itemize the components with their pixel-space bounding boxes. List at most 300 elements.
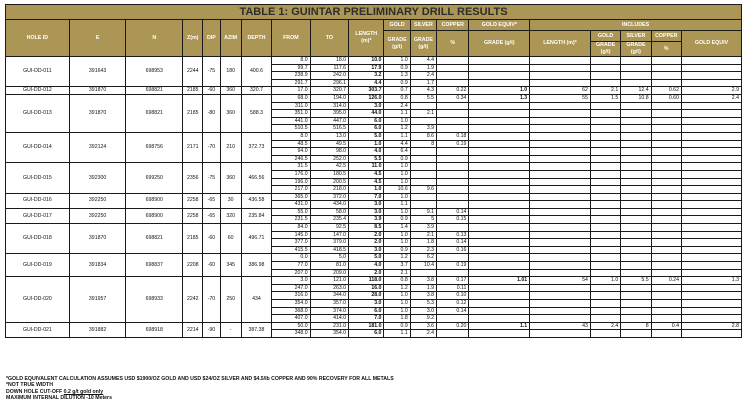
copper-pct-cell [437, 64, 469, 72]
inc-length-cell [530, 64, 591, 72]
to-cell: 516.5 [310, 125, 348, 133]
silver-grade-cell: 1.9 [410, 284, 436, 292]
easting-cell: 391870 [69, 94, 126, 132]
copper-pct-cell: 0.19 [437, 262, 469, 270]
inc-copper-cell [651, 186, 681, 194]
to-cell: 320.7 [310, 87, 348, 95]
silver-grade-cell: 1.9 [410, 64, 436, 72]
easting-cell: 391870 [69, 224, 126, 254]
inc-gold-equiv-cell [681, 284, 741, 292]
inc-copper-cell: 0.24 [651, 277, 681, 285]
inc-gold-equiv-cell [681, 254, 741, 262]
silver-grade-cell: 2.1 [410, 231, 436, 239]
inc-gold-equiv-cell [681, 193, 741, 201]
inc-gold-cell [590, 231, 620, 239]
copper-pct-cell: 0.12 [437, 300, 469, 308]
to-cell: 242.0 [310, 72, 348, 80]
gold-equiv-cell [469, 208, 530, 216]
inc-length-cell [530, 79, 591, 87]
col-gold-grade: GRADE (g/t) [384, 31, 410, 57]
from-cell: 68.0 [272, 94, 310, 102]
gold-equiv-cell [469, 110, 530, 118]
gold-grade-cell: 1.2 [384, 125, 410, 133]
to-cell: 92.5 [310, 224, 348, 232]
northing-cell: 698933 [126, 277, 183, 323]
to-cell: 13.0 [310, 132, 348, 140]
copper-pct-cell [437, 330, 469, 338]
inc-length-cell [530, 155, 591, 163]
silver-grade-cell [410, 148, 436, 156]
from-cell: 94.0 [272, 148, 310, 156]
table-row [6, 132, 742, 140]
to-cell: 235.4 [310, 216, 348, 224]
inc-gold-cell [590, 117, 620, 125]
silver-grade-cell [410, 155, 436, 163]
inc-gold-cell [590, 224, 620, 232]
copper-pct-cell: 0.14 [437, 239, 469, 247]
northing-cell: 698821 [126, 87, 183, 95]
inc-silver-cell [621, 132, 651, 140]
copper-pct-cell: 0.19 [437, 140, 469, 148]
inc-silver-cell [621, 224, 651, 232]
from-cell: 55.0 [272, 208, 310, 216]
inc-copper-cell [651, 208, 681, 216]
inc-gold-cell [590, 262, 620, 270]
silver-grade-cell: 3.0 [410, 307, 436, 315]
inc-gold-equiv-cell [681, 57, 741, 65]
inc-length-cell [530, 254, 591, 262]
inc-length-cell: 43 [530, 322, 591, 330]
azimuth-cell: 210 [220, 132, 241, 162]
to-cell: 296.1 [310, 79, 348, 87]
inc-copper-cell [651, 239, 681, 247]
silver-grade-cell: 3.6 [410, 322, 436, 330]
gold-grade-cell: 0.9 [384, 246, 410, 254]
silver-grade-cell: 3.8 [410, 277, 436, 285]
silver-grade-cell: 8.6 [410, 132, 436, 140]
col-inc-silver-grade: GRADE (g/t) [621, 42, 651, 57]
inc-silver-cell [621, 79, 651, 87]
inc-gold-cell [590, 110, 620, 118]
hole-id-cell: GUI-DD-012 [6, 87, 70, 95]
hole-id-cell: GUI-DD-020 [6, 277, 70, 323]
col-depth: DEPTH [241, 20, 271, 57]
copper-pct-cell [437, 110, 469, 118]
length-cell: 7.0 [349, 193, 384, 201]
table-row [6, 224, 742, 232]
inc-length-cell [530, 110, 591, 118]
inc-gold-cell [590, 254, 620, 262]
silver-grade-cell: 3.9 [410, 224, 436, 232]
to-cell: 218.0 [310, 186, 348, 194]
inc-silver-cell [621, 208, 651, 216]
hole-id-cell: GUI-DD-014 [6, 132, 70, 162]
inc-silver-cell [621, 57, 651, 65]
silver-grade-cell: 4.3 [410, 87, 436, 95]
gold-grade-cell: 0.9 [384, 155, 410, 163]
elevation-cell: 2258 [183, 208, 203, 223]
depth-cell: 235.84 [241, 208, 271, 223]
azimuth-cell: 360 [220, 163, 241, 193]
depth-cell: 436.58 [241, 193, 271, 208]
footnotes [6, 376, 741, 402]
inc-length-cell [530, 300, 591, 308]
inc-gold-equiv-cell [681, 125, 741, 133]
copper-pct-cell [437, 102, 469, 110]
gold-equiv-cell [469, 330, 530, 338]
from-cell: 31.5 [272, 163, 310, 171]
col-to: TO [310, 20, 348, 57]
dip-cell: -65 [203, 208, 220, 223]
inc-gold-equiv-cell [681, 170, 741, 178]
inc-silver-cell [621, 254, 651, 262]
inc-length-cell [530, 170, 591, 178]
length-cell: 6.0 [349, 117, 384, 125]
inc-length-cell [530, 132, 591, 140]
inc-silver-cell: 12.4 [621, 87, 651, 95]
inc-copper-cell [651, 163, 681, 171]
inc-gold-cell [590, 201, 620, 209]
inc-gold-cell [590, 284, 620, 292]
copper-pct-cell: 0.22 [437, 87, 469, 95]
northing-cell: 698900 [126, 208, 183, 223]
inc-gold-cell [590, 208, 620, 216]
table-row [6, 277, 742, 285]
col-gold-equiv: GOLD EQUIV* [469, 20, 530, 31]
gold-grade-cell: 1.1 [384, 201, 410, 209]
inc-gold-cell [590, 186, 620, 194]
dip-cell: -75 [203, 57, 220, 87]
from-cell: 316.0 [272, 292, 310, 300]
gold-equiv-cell [469, 231, 530, 239]
gold-equiv-cell [469, 216, 530, 224]
gold-equiv-cell [469, 72, 530, 80]
silver-grade-cell [410, 178, 436, 186]
inc-copper-cell [651, 254, 681, 262]
inc-length-cell [530, 216, 591, 224]
inc-silver-cell [621, 231, 651, 239]
to-cell: 194.0 [310, 94, 348, 102]
northing-cell: 698837 [126, 254, 183, 277]
inc-length-cell [530, 208, 591, 216]
inc-copper-cell [651, 292, 681, 300]
inc-copper-cell [651, 262, 681, 270]
inc-gold-equiv-cell [681, 239, 741, 247]
gold-equiv-cell [469, 201, 530, 209]
inc-gold-cell: 2.4 [590, 322, 620, 330]
dip-cell: -70 [203, 277, 220, 323]
depth-cell: 434 [241, 277, 271, 323]
from-cell: 196.0 [272, 178, 310, 186]
inc-copper-cell: 0.60 [651, 94, 681, 102]
azimuth-cell: 345 [220, 254, 241, 277]
inc-gold-equiv-cell: 2.4 [681, 94, 741, 102]
inc-silver-cell [621, 330, 651, 338]
from-cell: 3.0 [272, 277, 310, 285]
hole-id-cell: GUI-DD-011 [6, 57, 70, 87]
copper-pct-cell [437, 117, 469, 125]
from-cell: 207.0 [272, 269, 310, 277]
col-inc-gold: GOLD [590, 31, 620, 42]
inc-length-cell [530, 284, 591, 292]
dip-cell: -70 [203, 132, 220, 162]
length-cell: 3.0 [349, 300, 384, 308]
inc-length-cell [530, 140, 591, 148]
inc-gold-equiv-cell [681, 315, 741, 323]
gold-equiv-cell [469, 125, 530, 133]
inc-length-cell [530, 307, 591, 315]
gold-equiv-cell [469, 254, 530, 262]
inc-gold-cell [590, 102, 620, 110]
dip-cell: -90 [203, 322, 220, 337]
inc-copper-cell [651, 300, 681, 308]
dip-cell: -60 [203, 87, 220, 95]
inc-gold-equiv-cell: 1.3 [681, 277, 741, 285]
inc-length-cell [530, 201, 591, 209]
inc-gold-equiv-cell [681, 79, 741, 87]
length-cell: 10.0 [349, 57, 384, 65]
azimuth-cell: - [220, 322, 241, 337]
copper-pct-cell [437, 201, 469, 209]
gold-grade-cell: 0.9 [384, 322, 410, 330]
gold-grade-cell: 1.1 [384, 110, 410, 118]
inc-gold-equiv-cell: 2.9 [681, 87, 741, 95]
to-cell: 117.6 [310, 64, 348, 72]
from-cell: 48.5 [272, 140, 310, 148]
inc-gold-cell: 2.1 [590, 87, 620, 95]
note-max-dilution: MAXIMUM INTERNAL DILUTION -10 Meters [6, 395, 112, 402]
gold-grade-cell: 1.3 [384, 72, 410, 80]
copper-pct-cell [437, 193, 469, 201]
gold-equiv-cell [469, 186, 530, 194]
to-cell: 18.0 [310, 57, 348, 65]
silver-grade-cell: 2.1 [410, 110, 436, 118]
col-inc-length: LENGTH (m)* [530, 31, 591, 57]
inc-silver-cell: 8 [621, 322, 651, 330]
hole-id-cell: GUI-DD-015 [6, 163, 70, 193]
gold-grade-cell: 1.0 [384, 292, 410, 300]
silver-grade-cell [410, 269, 436, 277]
easting-cell: 391643 [69, 57, 126, 87]
gold-equiv-cell [469, 64, 530, 72]
copper-pct-cell: 0.34 [437, 94, 469, 102]
to-cell: 180.5 [310, 170, 348, 178]
length-cell: 2.0 [349, 231, 384, 239]
inc-length-cell [530, 178, 591, 186]
length-cell: 4.0 [349, 148, 384, 156]
silver-grade-cell: 8 [410, 140, 436, 148]
inc-length-cell [530, 148, 591, 156]
silver-grade-cell: 5.3 [410, 300, 436, 308]
to-cell: 314.0 [310, 102, 348, 110]
easting-cell: 392250 [69, 193, 126, 208]
inc-copper-cell [651, 102, 681, 110]
col-gold: GOLD [384, 20, 410, 31]
copper-pct-cell: 0.13 [437, 231, 469, 239]
inc-length-cell: 54 [530, 277, 591, 285]
length-cell: 1.0 [349, 186, 384, 194]
gold-grade-cell: 0.9 [384, 216, 410, 224]
elevation-cell: 2185 [183, 224, 203, 254]
length-cell: 303.7 [349, 87, 384, 95]
inc-length-cell [530, 239, 591, 247]
copper-pct-cell: 0.14 [437, 307, 469, 315]
elevation-cell: 2185 [183, 87, 203, 95]
to-cell: 418.5 [310, 246, 348, 254]
gold-grade-cell: 6.4 [384, 148, 410, 156]
hole-id-cell: GUI-DD-017 [6, 208, 70, 223]
silver-grade-cell: 9.6 [410, 186, 436, 194]
easting-cell: 391870 [69, 87, 126, 95]
copper-pct-cell: 0.11 [437, 284, 469, 292]
from-cell: 247.0 [272, 284, 310, 292]
gold-grade-cell: 1.0 [384, 300, 410, 308]
gold-grade-cell: 1.0 [384, 117, 410, 125]
inc-length-cell [530, 102, 591, 110]
to-cell: 372.0 [310, 193, 348, 201]
to-cell: 354.0 [310, 330, 348, 338]
gold-equiv-cell: 1.1 [469, 322, 530, 330]
copper-pct-cell [437, 125, 469, 133]
length-cell: 3.2 [349, 72, 384, 80]
silver-grade-cell: 5.5 [410, 94, 436, 102]
inc-silver-cell [621, 284, 651, 292]
hole-id-cell: GUI-DD-019 [6, 254, 70, 277]
dip-cell: -60 [203, 254, 220, 277]
from-cell: 246.5 [272, 155, 310, 163]
gold-equiv-cell [469, 300, 530, 308]
length-cell: 2.0 [349, 239, 384, 247]
inc-silver-cell [621, 216, 651, 224]
col-z: Z(m) [183, 20, 203, 57]
inc-gold-equiv-cell [681, 64, 741, 72]
inc-gold-equiv-cell [681, 132, 741, 140]
elevation-cell: 2171 [183, 132, 203, 162]
inc-copper-cell [651, 246, 681, 254]
silver-grade-cell [410, 193, 436, 201]
copper-pct-cell: 0.18 [437, 132, 469, 140]
inc-length-cell [530, 262, 591, 270]
from-cell: 217.0 [272, 186, 310, 194]
gold-grade-cell: 1.2 [384, 254, 410, 262]
length-cell: 181.0 [349, 322, 384, 330]
gold-grade-cell: 1.0 [384, 208, 410, 216]
table-row [6, 193, 742, 201]
from-cell: 231.5 [272, 216, 310, 224]
inc-gold-equiv-cell [681, 208, 741, 216]
inc-copper-cell [651, 330, 681, 338]
from-cell: 311.0 [272, 102, 310, 110]
to-cell: 231.0 [310, 322, 348, 330]
from-cell: 99.7 [272, 64, 310, 72]
silver-grade-cell: 5 [410, 216, 436, 224]
to-cell: 414.0 [310, 315, 348, 323]
copper-pct-cell [437, 57, 469, 65]
inc-copper-cell [651, 231, 681, 239]
length-cell: 2.0 [349, 269, 384, 277]
table-row [6, 163, 742, 171]
to-cell: 49.5 [310, 140, 348, 148]
inc-silver-cell [621, 140, 651, 148]
azimuth-cell: 60 [220, 224, 241, 254]
inc-copper-cell [651, 125, 681, 133]
from-cell: 348.0 [272, 330, 310, 338]
inc-gold-equiv-cell [681, 269, 741, 277]
inc-silver-cell [621, 117, 651, 125]
col-from: FROM [272, 20, 310, 57]
azimuth-cell: 250 [220, 277, 241, 323]
to-cell: 434.0 [310, 201, 348, 209]
silver-grade-cell [410, 102, 436, 110]
hole-id-cell: GUI-DD-018 [6, 224, 70, 254]
inc-copper-cell [651, 148, 681, 156]
inc-gold-cell [590, 315, 620, 323]
silver-grade-cell: 2.4 [410, 72, 436, 80]
inc-silver-cell [621, 300, 651, 308]
inc-copper-cell [651, 72, 681, 80]
from-cell: 441.0 [272, 117, 310, 125]
from-cell: 354.0 [272, 300, 310, 308]
from-cell: 365.0 [272, 193, 310, 201]
inc-copper-cell: 0.62 [651, 87, 681, 95]
inc-silver-cell [621, 155, 651, 163]
depth-cell: 496.71 [241, 224, 271, 254]
gold-grade-cell: 3.7 [384, 262, 410, 270]
inc-gold-equiv-cell [681, 110, 741, 118]
inc-copper-cell [651, 117, 681, 125]
gold-grade-cell: 1.0 [384, 231, 410, 239]
inc-silver-cell [621, 262, 651, 270]
length-cell: 28.0 [349, 292, 384, 300]
gold-grade-cell: 1.4 [384, 224, 410, 232]
copper-pct-cell: 0.17 [437, 277, 469, 285]
length-cell: 3.0 [349, 102, 384, 110]
gold-equiv-cell [469, 193, 530, 201]
inc-gold-cell [590, 246, 620, 254]
inc-gold-equiv-cell [681, 155, 741, 163]
gold-grade-cell: 1.1 [384, 330, 410, 338]
hole-id-cell: GUI-DD-013 [6, 94, 70, 132]
inc-gold-equiv-cell [681, 163, 741, 171]
gold-grade-cell: 1.1 [384, 132, 410, 140]
azimuth-cell: 320 [220, 208, 241, 223]
note-not-true-width: *NOT TRUE WIDTH [6, 382, 53, 389]
inc-copper-cell [651, 201, 681, 209]
col-e: E [69, 20, 126, 57]
inc-gold-cell [590, 132, 620, 140]
inc-silver-cell [621, 170, 651, 178]
inc-silver-cell: 10.8 [621, 94, 651, 102]
inc-gold-equiv-cell [681, 117, 741, 125]
inc-gold-equiv-cell [681, 231, 741, 239]
inc-gold-equiv-cell [681, 292, 741, 300]
inc-gold-cell [590, 216, 620, 224]
northing-cell: 699250 [126, 163, 183, 193]
gold-equiv-cell [469, 140, 530, 148]
gold-grade-cell: 1.2 [384, 284, 410, 292]
col-copper: COPPER [437, 20, 469, 31]
gold-grade-cell: 1.0 [384, 307, 410, 315]
inc-gold-cell [590, 193, 620, 201]
length-cell: 3.9 [349, 216, 384, 224]
inc-gold-equiv-cell [681, 140, 741, 148]
to-cell: 344.0 [310, 292, 348, 300]
gold-equiv-cell: 1.01 [469, 277, 530, 285]
inc-gold-equiv-cell [681, 216, 741, 224]
gold-grade-cell: 1.0 [384, 193, 410, 201]
table-row [6, 57, 742, 65]
from-cell: 368.0 [272, 307, 310, 315]
